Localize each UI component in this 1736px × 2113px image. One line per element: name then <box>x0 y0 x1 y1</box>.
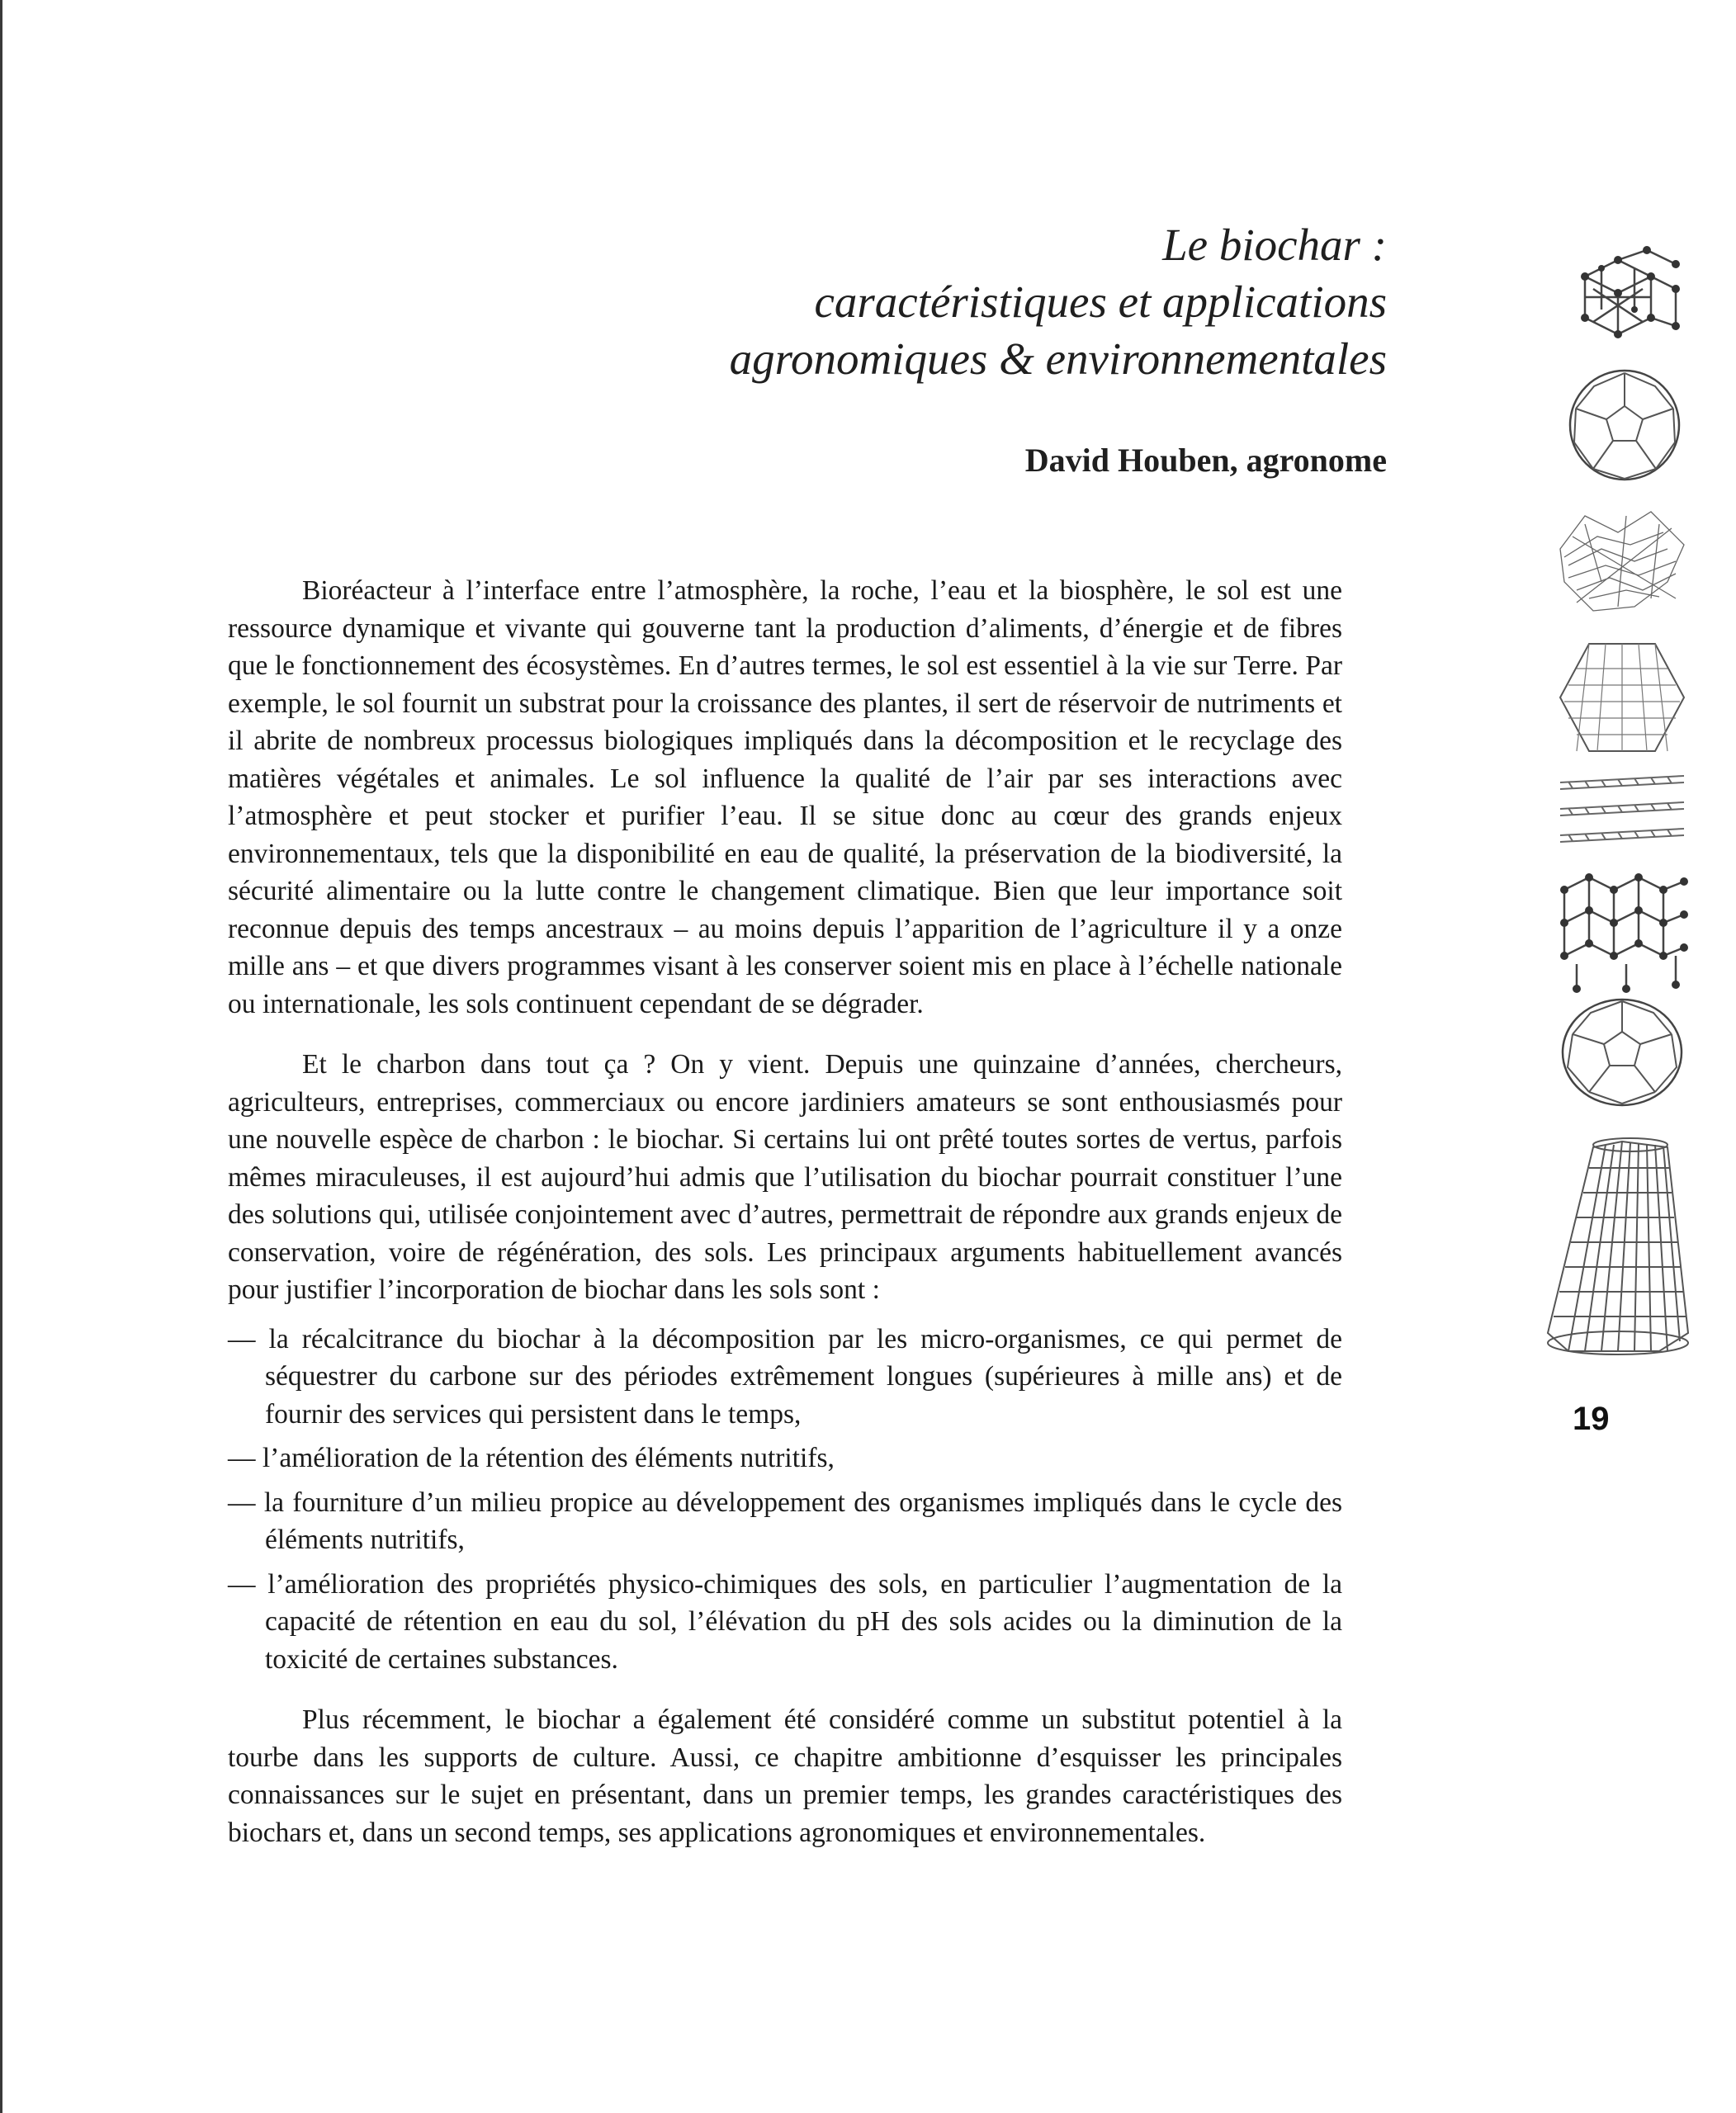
fullerene-c70-icon <box>1556 995 1688 1110</box>
paragraph-2: Et le charbon dans tout ça ? On y vient. Depuis une quinzaine d’années, chercheurs, agriculteurs, entreprises, commerciaux ou encore jardiniers amateurs se sont enthousiasmés pour une nouvelle espèce de charbon : le biochar. Si certains lui ont prêté toutes sortes de vertus, parfois mêmes miraculeuses, il est aujourd’hui admis que l’utilisation du biochar pourrait constituer l’une des solutions qui, utilisée conjointement avec d’autres, permettrait de répondre aux grands enjeux de conservation, voire de régénération, des sols. Les principaux arguments habituellement avancés pour justifier l’incorporation de biochar dans les sols sont : <box>228 1049 1342 1305</box>
author-line: David Houben, agronome <box>1024 442 1387 479</box>
diamond-lattice-icon <box>1568 243 1692 351</box>
bullet-item-2: — l’amélioration de la rétention des éléments nutritifs, <box>228 1443 835 1473</box>
chapter-title-line-2: caractéristiques et applications <box>814 277 1387 327</box>
fullerene-icon <box>1563 363 1686 487</box>
carbon-nanotube-icon <box>1544 1135 1692 1358</box>
body-text <box>228 572 1342 1851</box>
chapter-title-line-1: Le biochar : <box>1162 220 1387 270</box>
bullet-item-1: — la récalcitrance du biochar à la décomposition par les micro-organismes, ce qui permet de séquestrer du carbone sur des périodes extrêmement longues (supérieures à mille ans) et de fournir des services qui persistent dans le temps, <box>228 1323 1342 1430</box>
bullet-item-3: — la fourniture d’un milieu propice au développement des organismes impliqués dans le cycle des éléments nutritifs, <box>228 1487 1342 1555</box>
page-edge-rule <box>0 0 2 2113</box>
lonsdaleite-icon <box>1552 865 1692 997</box>
page-number: 19 <box>1573 1401 1610 1437</box>
paragraph-3: Plus récemment, le biochar a également été considéré comme un substitut potentiel à la tourbe dans les supports de culture. Aussi, ce chapitre ambitionne d’esquisser les principales connaissances sur le sujet en présentant, dans un premier temps, les grandes caractéristiques des biochars et, dans un second temps, ses applications agronomiques et environnementales. <box>228 1704 1342 1848</box>
bullet-item-4: — l’amélioration des propriétés physico-chimiques des sols, en particulier l’augmentation de la capacité de rétention en eau du sol, l’élévation du pH des sols acides ou la diminution de la toxicité de certaines substances. <box>228 1568 1342 1675</box>
graphite-layers-icon <box>1552 768 1692 858</box>
paragraph-1: Bioréacteur à l’interface entre l’atmosphère, la roche, l’eau et la biosphère, le sol est une ressource dynamique et vivante qui gouverne tant la production d’aliments, d’énergie et de fibres que le fonctionnement des écosystèmes. En d’autres termes, le sol est essentiel à la vie sur Terre. Par exemple, le sol fournit un substrat pour la croissance des plantes, il sert de réservoir de nutriments et il abrite de nombreux processus biologiques impliqués dans la décomposition et le recyclage des matières végétales et animales. Le sol influence la qualité de l’air par ses interactions avec l’atmosphère et peut stocker et purifier l’eau. Il se situe donc au cœur des grands enjeux environnementaux, tels que la disponibilité en eau de qualité, la préservation de la biodiversité, la sécurité alimentaire ou la lutte contre le changement climatique. Bien que leur importance soit reconnue depuis des temps ancestraux – au moins depuis l’apparition de l’agriculture il y a onze mille ans – et que divers programmes visant à les conserver soient mis en place à l’échelle nationale ou internationale, les sols continuent cependant de se dégrader. <box>228 575 1342 1019</box>
chapter-title <box>396 216 1387 387</box>
large-fullerene-icon <box>1556 636 1688 759</box>
amorphous-carbon-icon <box>1552 499 1692 623</box>
chapter-title-line-3: agronomiques & environnementales <box>729 333 1387 384</box>
